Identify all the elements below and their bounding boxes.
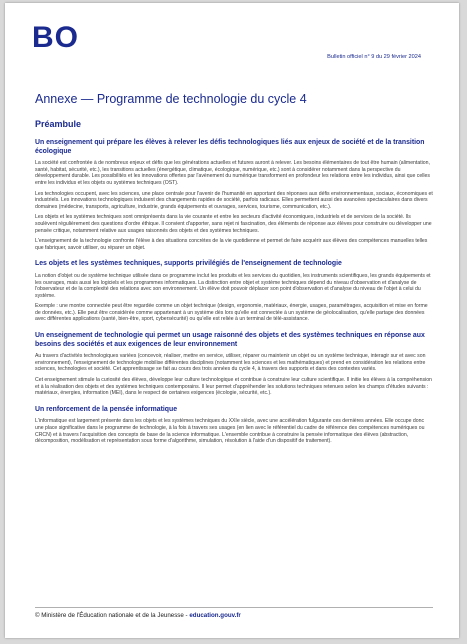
bo-logo: BO (32, 21, 79, 54)
section-challenges (35, 139, 433, 251)
footer-link[interactable]: education.gouv.fr (189, 612, 241, 619)
paragraph: Exemple : une montre connectée peut être regardée comme un objet technique (design, ergonomie, matériaux, énergie, usages, paramétrages, acquisition et mise en forme de données, etc.). Elle peut être considérée comme appartenant à un système dès lors qu'elle est connectée à un système de géolocalisation, qu'elle partage des données avec différentes applications (santé, bien-être, sport, cybersécurité) ou qu'elle est reliée à un terminal de télé-assistance. (35, 303, 428, 323)
section-heading: Un renforcement de la pensée informatique (35, 405, 178, 413)
bulletin-reference: Bulletin officiel n° 9 du 29 février 2024 (327, 54, 421, 60)
section-objects-systems (35, 260, 433, 323)
section-heading: Les objets et les systèmes techniques, supports privilégiés de l'enseignement de technologie (35, 260, 342, 268)
paragraph: Les objets et les systèmes techniques sont omniprésents dans la vie courante et entre les secteurs d'activité économiques, industriels et de services de la société. Ils soulèvent régulièrement des questions d'ordre éthique. Il convient d'apporter, sans rejet ni fascination, des éléments de réponse aux élèves pour construire ou développer une pensée critique, notamment relative aux usages raisonnés des objets et des systèmes techniques. (35, 214, 432, 234)
document-page (5, 3, 459, 638)
paragraph: L'informatique est largement présente dans les objets et les systèmes techniques du XXIe siècle, avec une accélération fulgurante ces dernières années. Elle occupe donc une place significative dans le programme de technologie, à la fois à travers ses usages (en lien avec le référentiel du cadre de référence des compétences numériques ou CRCN) et à travers l'acquisition des concepts de base de la science informatique. L'ensemble contribue à construire la pensée informatique des élèves (abstraction, décomposition, modélisation et représentation sous forme d'algorithme, simulation, résolution à l'aide d'un dispositif de traitement). (35, 418, 425, 445)
paragraph: La notion d'objet ou de système technique utilisée dans ce programme inclut les produits et les services du quotidien, les instruments scientifiques, les grands équipements et les ouvrages, mais aussi les logiciels et les programmes informatiques. La distinction entre objet et système techniques dépend du niveau d'observation et d'analyse de l'observateur et de la complexité des relations avec son environnement. Un élève doit pouvoir déplacer son point d'observation et d'analyse du niveau de l'objet à celui du système. (35, 272, 431, 299)
section-title: Préambule (35, 119, 82, 129)
paragraph: Cet enseignement stimule la curiosité des élèves, développe leur culture technologique et contribue à construire leur culture scientifique. Il initie les élèves à la compréhension et à la réalisation des objets et des systèmes techniques contemporains. Il leur permet d'appréhender les solutions techniques retenues selon les champs d'études suivants : matériaux, énergies, information (MEI), dans le respect de certaines exigences (écologie, sécurité, etc.). (35, 377, 432, 397)
section-heading: Un enseignement qui prépare les élèves à relever les défis technologiques liés aux enjeux de société et de la transition écologique (35, 139, 425, 155)
paragraph: Les technologies occupent, avec les sciences, une place centrale pour l'avenir de l'humanité en apportant des réponses aux défis environnementaux, sociaux, économiques et industriels. Les innovations technologiques induisent des changements rapides de société, parfois radicaux. Elles permettent aussi des avancées spectaculaires dans divers domaines (médecine, transports, agriculture, industrie, grands équipements et ouvrages, services, tourisme, communication, etc.). (35, 190, 433, 210)
paragraph: Au travers d'activités technologiques variées (concevoir, réaliser, mettre en service, utiliser, réparer ou maintenir un objet ou un système technique, interagir sur et avec son environnement), l'enseignement de technologie mobilise différentes disciplines (notamment les sciences et les mathématiques) et prend en considération les relations entre sciences, technologies et société. Cet apprentissage se fait au cours des trois années du cycle 4, à travers des supports et dans des contextes variés. (35, 353, 426, 373)
document-title: Annexe — Programme de technologie du cycle 4 (35, 92, 307, 106)
footer-copyright: © Ministère de l'Éducation nationale et de la Jeunesse - (35, 612, 190, 619)
footer (35, 612, 241, 620)
paragraph: La société est confrontée à de nombreux enjeux et défis que les générations actuelles et futures auront à relever. Les besoins élémentaires de tout être humain (alimentation, santé, habitat, sécurité, etc.), les transitions actuelles (énergétique, climatique, écologique, numérique, etc.) sont à considérer notamment dans la perspective du développement durable. Les possibilités et les innovations offertes par l'avènement du numérique transforment en profondeur les relations entre les individus, ainsi que celles entre les individus et les objets ou systèmes techniques (OST). (35, 160, 430, 186)
section-reasoned-use (35, 332, 433, 397)
document-content (35, 92, 433, 449)
section-computational-thinking (35, 406, 433, 445)
paragraph: L'enseignement de la technologie confronte l'élève à des situations concrètes de la vie quotidienne et permet de faire acquérir aux élèves des compétences manuelles telles que fabriquer, savoir utiliser, ou réparer un objet. (35, 238, 428, 251)
footer-divider (35, 607, 433, 608)
section-heading: Un enseignement de technologie qui permet un usage raisonné des objets et des systèmes techniques en réponse aux besoins des sociétés et aux exigences de leur environnement (35, 332, 425, 348)
